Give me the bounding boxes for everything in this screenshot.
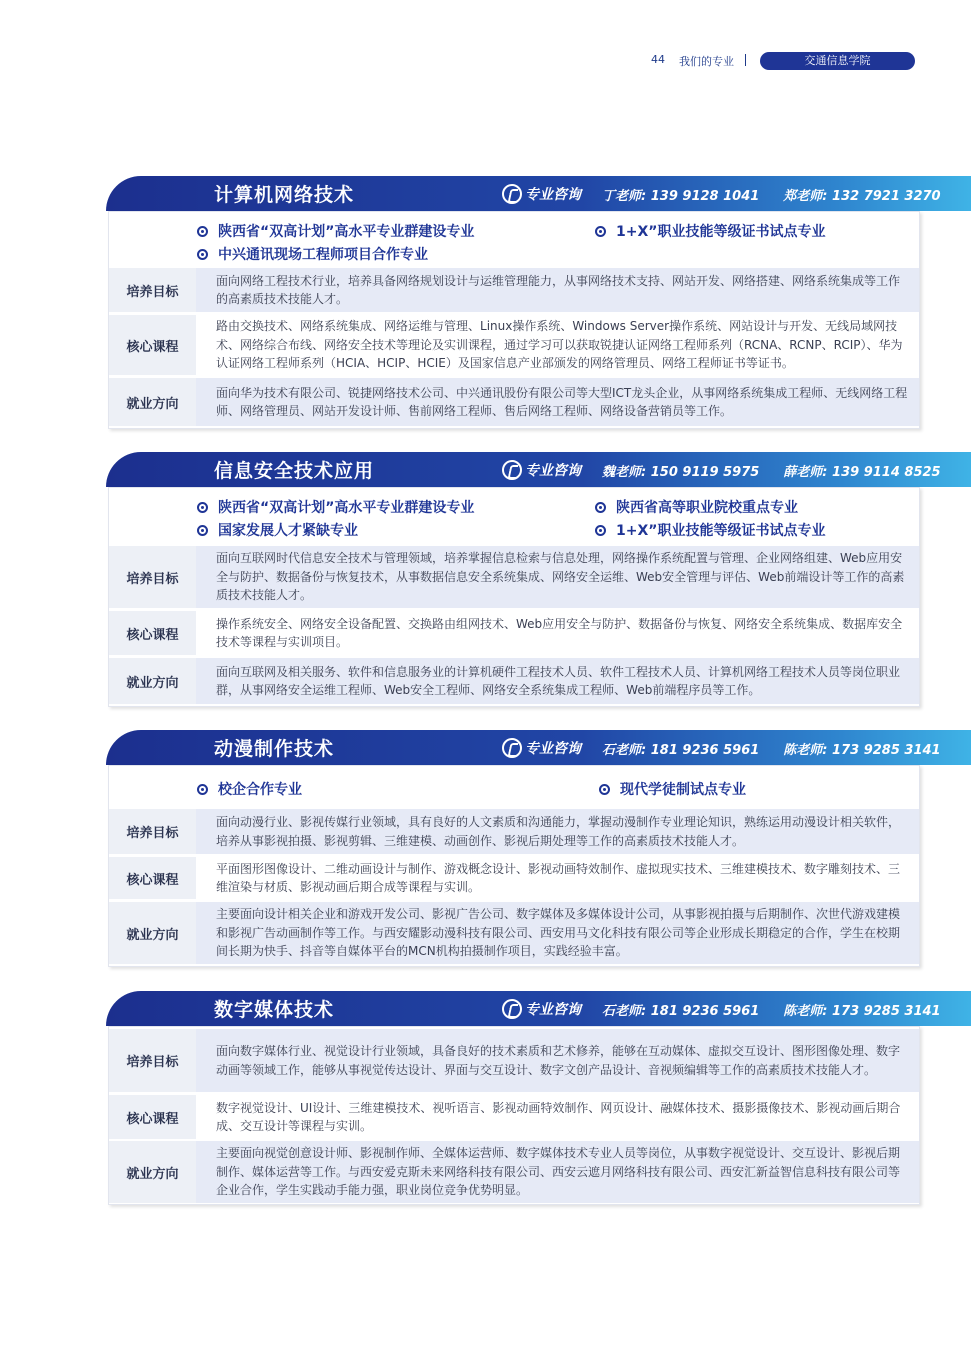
page-header [0,52,971,70]
section-name: 我们的专业 [679,55,734,68]
row-label: 就业方向 [109,1141,196,1203]
row-label: 核心课程 [109,315,196,375]
feature-item: 1+X”职业技能等级证书试点专业 [595,221,825,241]
card-body [108,765,920,967]
major-title: 信息安全技术应用 [214,460,375,482]
major-card-digital-media [106,991,971,1205]
contact-item: 魏老师: 150 9119 5975 [602,465,760,480]
feature-item: 国家发展人才紧缺专业 [197,520,358,540]
major-title: 计算机网络技术 [214,184,355,206]
major-card-animation [106,730,971,967]
consult-block [502,998,581,1020]
consult-block [502,459,581,481]
info-row [109,546,919,608]
bullet-icon [595,226,606,237]
row-text: 主要面向设计相关企业和游戏开发公司、影视广告公司、数字媒体及多媒体设计公司，从事影视拍摄与后期制作、次世代游戏建模和影视广告动画制作等工作。与西安耀影动漫科技有限公司、西安用马文化科技有限公司等企业形成长期稳定的合作，学生在校期间长期为快手、抖音等自媒体平台的MCN机构拍摄制作项目，实践经验丰富。 [196,902,919,964]
card-body [108,487,920,707]
contact-item: 薛老师: 139 9114 8525 [783,465,941,480]
major-card-network [106,176,971,429]
major-card-security [106,452,971,707]
feature-item: 陕西省“双高计划”高水平专业群建设专业 [197,497,474,517]
consult-block [502,737,581,759]
contact-item: 郑老师: 132 7921 3270 [783,189,941,204]
row-label: 就业方向 [109,378,196,426]
feature-item: 陕西省“双高计划”高水平专业群建设专业 [197,221,474,241]
feature-item: 现代学徒制试点专业 [599,779,746,799]
consult-label: 专业咨询 [525,463,581,479]
row-label: 培养目标 [109,268,196,312]
major-title: 数字媒体技术 [214,999,335,1021]
consult-label: 专业咨询 [525,187,581,203]
row-text: 平面图形图像设计、二维动画设计与制作、游戏概念设计、影视动画特效制作、虚拟现实技术、三维建模技术、数字雕刻技术、三维渲染与材质、影视动画后期合成等课程与实训。 [196,857,919,899]
contact-list [602,461,971,480]
row-label: 核心课程 [109,611,196,655]
row-label: 就业方向 [109,658,196,704]
contact-item: 丁老师: 139 9128 1041 [602,189,760,204]
contact-list [602,739,971,758]
info-row [109,1141,919,1203]
info-row [109,611,919,655]
page-number: 44 [651,53,665,66]
consult-label: 专业咨询 [525,1002,581,1018]
row-label: 核心课程 [109,1095,196,1139]
consult-block [502,183,581,205]
contact-item: 陈老师: 173 9285 3141 [783,743,941,758]
info-row [109,1095,919,1139]
row-text: 面向互联网时代信息安全技术与管理领域，培养掌握信息检索与信息处理，网络操作系统配置与管理、企业网络组建、Web应用安全与防护、数据备份与恢复技术，从事数据信息安全系统集成、网络安全运维、Web安全管理与评估、Web前端设计等工作的高素质技术技能人才。 [196,546,919,608]
header-divider [745,54,746,66]
info-row [109,902,919,964]
row-label: 培养目标 [109,809,196,854]
info-row [109,1029,919,1092]
feature-item: 校企合作专业 [197,779,302,799]
contact-item: 陈老师: 173 9285 3141 [783,1004,941,1019]
info-row [109,315,919,375]
row-label: 培养目标 [109,1029,196,1092]
bullet-icon [197,249,208,260]
contact-item: 石老师: 181 9236 5961 [602,743,760,758]
bullet-icon [599,784,610,795]
bullet-icon [595,525,606,536]
info-row [109,658,919,704]
row-label: 培养目标 [109,546,196,608]
row-label: 就业方向 [109,902,196,964]
bullet-icon [197,525,208,536]
row-text: 面向网络工程技术行业，培养具备网络规划设计与运维管理能力，从事网络技术支持、网站开发、网络搭建、网络系统集成等工作的高素质技术技能人才。 [196,268,919,312]
row-text: 面向华为技术有限公司、锐捷网络技术公司、中兴通讯股份有限公司等大型ICT龙头企业，从事网络系统集成工程师、无线网络工程师、网络管理员、网站开发设计师、售前网络工程师、售后网络工程师、网络设备营销员等工作。 [196,378,919,426]
major-title: 动漫制作技术 [214,738,335,760]
phone-icon [502,999,522,1019]
card-header [106,452,971,487]
college-badge: 交通信息学院 [760,52,915,70]
bullet-icon [197,226,208,237]
feature-item: 陕西省高等职业院校重点专业 [595,497,798,517]
feature-item: 中兴通讯现场工程师项目合作专业 [197,244,428,264]
row-text: 主要面向视觉创意设计师、影视制作师、全媒体运营师、数字媒体技术专业人员等岗位，从事数字视觉设计、交互设计、影视后期制作、媒体运营等工作。与西安爱克斯未来网络科技有限公司、西安云遮月网络科技有限公司、西安汇新益智信息科技有限公司等企业合作，学生实践动手能力强，职业岗位竞争优势明显。 [196,1141,919,1203]
card-header [106,730,971,765]
contact-list [602,1000,971,1019]
info-row [109,378,919,426]
row-text: 路由交换技术、网络系统集成、网络运维与管理、Linux操作系统、Windows Server操作系统、网站设计与开发、无线局域网技术、网络综合布线、网络安全技术等理论及实训课程，通过学习可以获取锐捷认证网络工程师系列（RCNA、RCNP、RCIP）、华为认证网络工程师系列（HCIA、HCIP、HCIE）及国家信息产业部颁发的网络管理员、网络工程师证书等证书。 [196,315,919,375]
bullet-icon [197,784,208,795]
feature-item: 1+X”职业技能等级证书试点专业 [595,520,825,540]
contact-item: 石老师: 181 9236 5961 [602,1004,760,1019]
card-body [108,211,920,429]
bullet-icon [197,502,208,513]
card-body [108,1026,920,1205]
phone-icon [502,460,522,480]
contact-list [602,185,971,204]
row-text: 面向互联网及相关服务、软件和信息服务业的计算机硬件工程技术人员、软件工程技术人员、计算机网络工程技术人员等岗位职业群，从事网络安全运维工程师、Web安全工程师、网络安全系统集成工程师、Web前端程序员等工作。 [196,658,919,704]
row-label: 核心课程 [109,857,196,899]
bullet-icon [595,502,606,513]
row-text: 面向数字媒体行业、视觉设计行业领域，具备良好的技术素质和艺术修养，能够在互动媒体、虚拟交互设计、图形图像处理、数字动画等领域工作，能够从事视觉传达设计、界面与交互设计、数字文创产品设计、音视频编辑等工作的高素质技术技能人才。 [196,1029,919,1092]
phone-icon [502,738,522,758]
phone-icon [502,184,522,204]
info-row [109,857,919,899]
row-text: 数字视觉设计、UI设计、三维建模技术、视听语言、影视动画特效制作、网页设计、融媒体技术、摄影摄像技术、影视动画后期合成、交互设计等课程与实训。 [196,1095,919,1139]
consult-label: 专业咨询 [525,741,581,757]
card-header [106,176,971,211]
info-row [109,268,919,312]
row-text: 面向动漫行业、影视传媒行业领域，具有良好的人文素质和沟通能力，掌握动漫制作专业理论知识，熟练运用动漫设计相关软件，培养从事影视拍摄、影视剪辑、三维建模、动画创作、影视后期处理等工作的高素质技术技能人才。 [196,809,919,854]
info-row [109,809,919,854]
card-header [106,991,971,1026]
row-text: 操作系统安全、网络安全设备配置、交换路由组网技术、Web应用安全与防护、数据备份与恢复、网络安全系统集成、数据库安全技术等课程与实训项目。 [196,611,919,655]
